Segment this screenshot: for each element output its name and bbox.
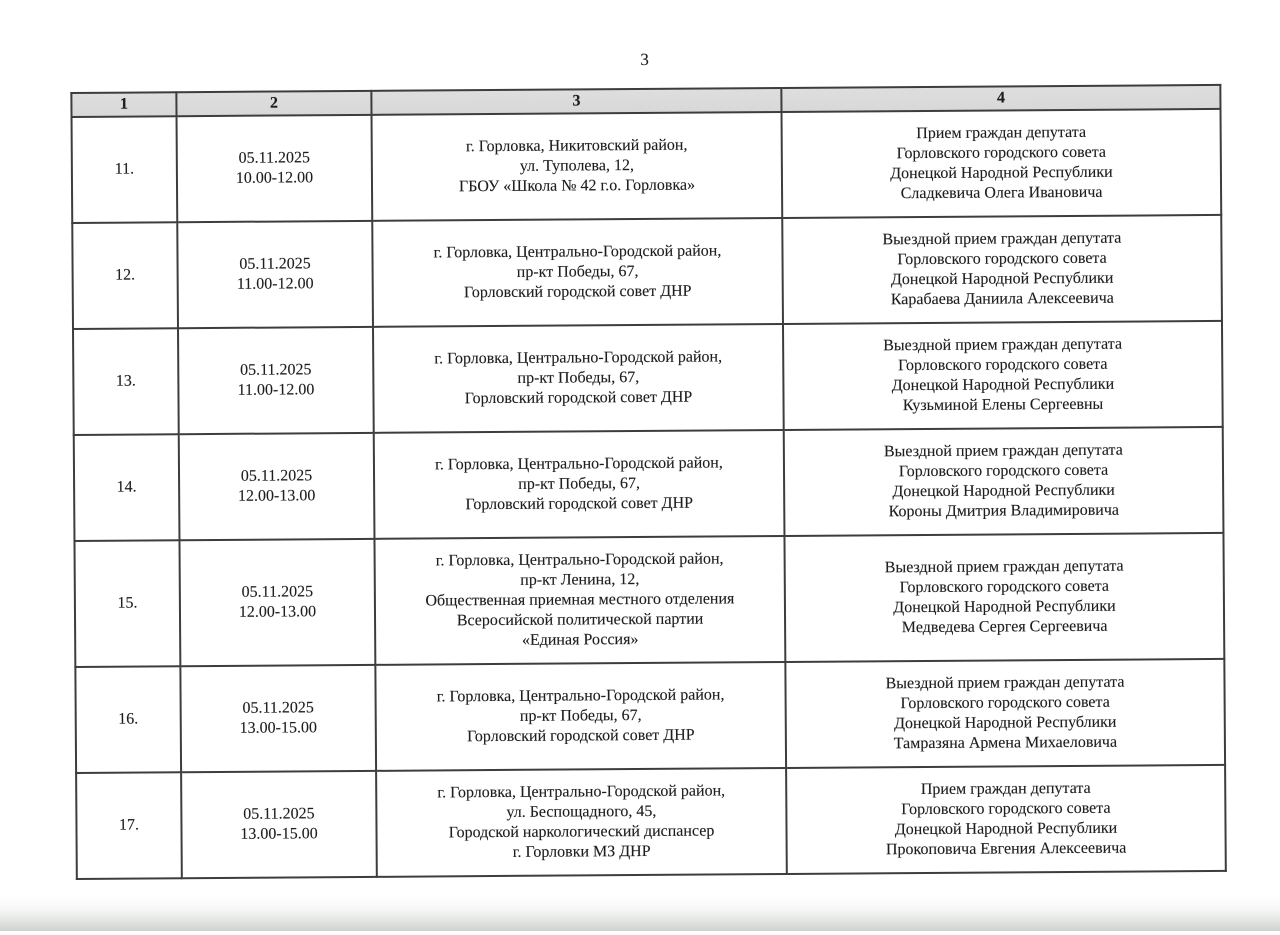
datetime-cell [177,221,373,328]
cell-line: Кузьминой Елены Сергеевны [902,395,1104,415]
cell-line: Горловского городского совета [898,461,1109,481]
location-cell [374,536,785,665]
cell-line: г. Горловка, Центрально-Городской район, [433,242,722,262]
table-row [72,215,1222,329]
cell-line: 12.00-13.00 [238,603,317,621]
cell-line: Горловский городской совет ДНР [467,726,695,746]
cell-line: Прокоповича Евгения Алексеевича [885,839,1127,859]
cell-line: Тамразяна Армена Михаеловича [893,733,1118,753]
cell-line: г. Горловка, Центрально-Городской район, [434,348,723,368]
cell-line: пр-кт Победы, 67, [518,475,641,493]
cell-line: Сладкевича Олега Ивановича [900,183,1103,203]
cell-line: ул. Беспощадного, 45, [506,802,657,821]
datetime-cell [181,771,377,878]
datetime-cell [179,433,375,540]
reception-cell [786,765,1226,874]
table-row [72,109,1222,223]
row-number-cell [76,772,182,879]
location-cell [374,430,785,539]
cell-line: Горловского городского совета [898,355,1108,375]
cell-line: Горловский городской совет ДНР [465,494,694,514]
cell-line: г. Горловка, Центрально-Городской район, [435,454,723,474]
cell-line: 05.11.2025 [242,699,314,717]
cell-line: Донецкой Народной Республики [892,481,1115,501]
row-number-cell [74,540,180,667]
cell-line: Донецкой Народной Республики [891,375,1115,395]
cell-line: 05.11.2025 [243,805,315,823]
cell-line: 11.00-12.00 [237,381,315,399]
cell-line: Горловского городского совета [899,577,1110,597]
cell-line: 15. [117,594,138,612]
location-cell [375,662,786,771]
col-header-1: 1 [71,92,176,117]
table-body [72,109,1226,879]
datetime-cell [178,327,374,434]
cell-line: Горловского городского совета [897,249,1107,269]
cell-line: г. Горловка, Центрально-Городской район, [436,686,725,706]
cell-line: Донецкой Народной Республики [890,163,1113,183]
cell-line: Выездной прием граждан депутата [883,441,1123,461]
row-number-cell [73,328,179,435]
cell-line: 05.11.2025 [238,149,311,167]
col-header-2: 2 [176,91,371,116]
cell-line: пр-кт Победы, 67, [516,263,639,281]
cell-line: «Единая Россия» [521,631,639,649]
row-number-cell [72,116,178,223]
cell-line: Выездной прием граждан депутата [884,557,1124,577]
location-cell [372,112,783,221]
cell-line: 11. [114,160,135,178]
cell-line: 13.00-15.00 [240,825,318,843]
cell-line: Горловского городского совета [901,799,1111,819]
reception-cell [784,427,1224,536]
cell-line: Выездной прием граждан депутата [885,673,1125,693]
cell-line: 14. [116,478,137,496]
col-header-3: 3 [371,88,781,115]
cell-line: 16. [118,710,139,728]
datetime-cell [180,665,376,772]
col-header-4: 4 [781,85,1220,112]
datetime-cell [177,115,373,222]
reception-cell [784,533,1224,662]
cell-line: Горловский городской совет ДНР [464,388,693,408]
table-row [73,321,1223,435]
cell-line: 05.11.2025 [241,583,314,601]
location-cell [376,768,787,877]
cell-line: 13. [115,372,136,390]
reception-cell [782,215,1222,324]
row-number-cell [74,434,180,541]
cell-line: Донецкой Народной Республики [893,597,1116,617]
cell-line: Короны Дмитрия Владимировича [888,501,1120,521]
cell-line: Горловский городской совет ДНР [463,282,692,302]
cell-line: пр-кт Победы, 67, [519,706,642,725]
cell-line: 05.11.2025 [239,255,311,273]
reception-cell [782,109,1222,218]
cell-line: 12.00-13.00 [237,487,316,505]
cell-line: пр-кт Победы, 67, [517,369,640,387]
cell-line: Донецкой Народной Республики [894,819,1118,839]
cell-line: г. Горловка, Центрально-Городской район, [435,550,724,570]
cell-line: ГБОУ «Школа № 42 г.о. Горловка» [458,176,696,196]
cell-line: Горловского городского совета [896,143,1107,163]
cell-line: Донецкой Народной Республики [894,713,1117,733]
datetime-cell [179,539,375,666]
cell-line: 10.00-12.00 [235,169,314,187]
location-cell [373,324,784,433]
reception-cell [785,659,1225,768]
cell-line: Карабаева Даниила Алексеевича [890,289,1114,309]
cell-line: Городской наркологический диспансер [448,822,715,842]
table-row [74,533,1224,667]
cell-line: Донецкой Народной Республики [890,269,1114,289]
cell-line: пр-кт Ленина, 12, [520,571,640,589]
page-number: 3 [640,49,649,69]
cell-line: Прием граждан депутата [920,779,1091,799]
cell-line: 12. [115,266,136,284]
cell-line: Всеросийской политической партии [456,610,704,630]
cell-line: г. Горловка, Никитовский район, [465,136,688,156]
cell-line: г. Горловки МЗ ДНР [512,842,651,861]
cell-line: Прием граждан депутата [916,123,1087,143]
row-number-cell [75,666,181,773]
cell-line: ул. Туполева, 12, [519,157,634,175]
cell-line: Медведева Сергея Сергеевича [901,617,1108,637]
row-number-cell [72,222,178,329]
cell-line: Горловского городского совета [900,693,1110,713]
cell-line: 05.11.2025 [240,361,312,379]
cell-line: Выездной прием граждан депутата [883,335,1123,355]
cell-line: г. Горловка, Центрально-Городской район, [437,782,726,802]
cell-line: 13.00-15.00 [239,719,318,737]
cell-line: 11.00-12.00 [236,275,314,293]
location-cell [372,218,783,327]
cell-line: Выездной прием граждан депутата [882,229,1122,249]
reception-cell [783,321,1223,430]
cell-line: 17. [118,816,140,834]
cell-line: Общественная приемная местного отделения [425,590,735,610]
cell-line: 05.11.2025 [240,467,313,485]
table-row [74,427,1224,541]
reception-schedule-table [70,84,1226,880]
table-row [76,765,1226,879]
table-row [75,659,1225,773]
